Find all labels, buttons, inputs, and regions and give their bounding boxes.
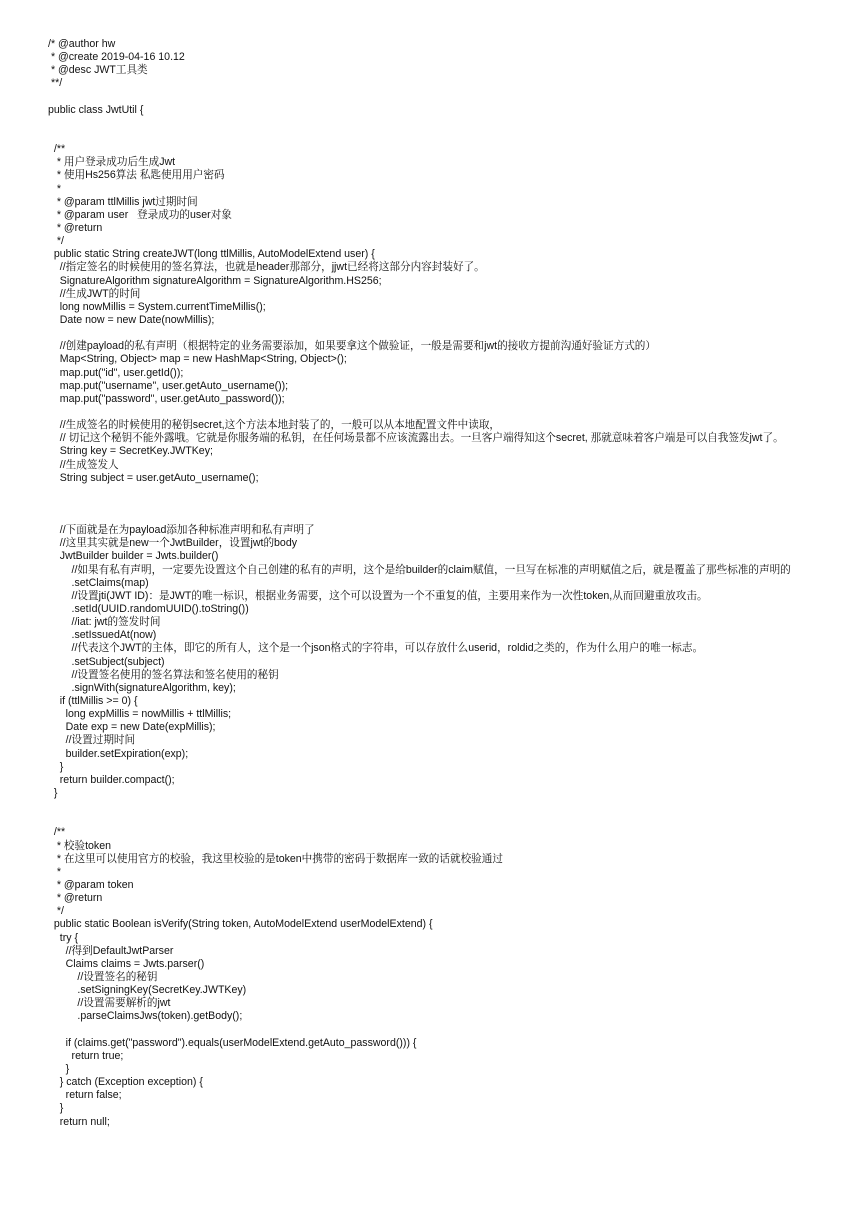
code-line: long nowMillis = System.currentTimeMillis(); bbox=[48, 300, 266, 313]
code-line: .setIssuedAt(now) bbox=[48, 629, 157, 642]
code-line: * bbox=[48, 865, 61, 878]
code-line: /** bbox=[48, 826, 66, 839]
code-line: return builder.compact(); bbox=[48, 773, 175, 786]
code-line bbox=[48, 91, 848, 104]
code-line bbox=[48, 511, 848, 524]
code-line: public class JwtUtil { bbox=[48, 103, 144, 116]
code-line bbox=[48, 498, 848, 511]
code-line: try { bbox=[48, 931, 79, 944]
code-line: * @return bbox=[48, 892, 103, 905]
code-line: //这里其实就是new一个JwtBuilder，设置jwt的body bbox=[48, 537, 298, 550]
code-line: } bbox=[48, 1062, 70, 1075]
code-line: } catch (Exception exception) { bbox=[48, 1076, 203, 1089]
code-line: .setSigningKey(SecretKey.JWTKey) bbox=[48, 984, 247, 997]
code-line: if (claims.get("password").equals(userModelExtend.getAuto_password())) { bbox=[48, 1036, 417, 1049]
code-line: * @param ttlMillis jwt过期时间 bbox=[48, 195, 198, 208]
code-line: //创建payload的私有声明（根据特定的业务需要添加，如果要拿这个做验证，一般是需要和jwt的接收方提前沟通好验证方式的） bbox=[48, 340, 656, 353]
code-line: map.put("username", user.getAuto_username()); bbox=[48, 379, 289, 392]
code-line: map.put("password", user.getAuto_password()); bbox=[48, 392, 285, 405]
code-line bbox=[48, 1024, 848, 1037]
code-line bbox=[48, 800, 848, 813]
code-line: builder.setExpiration(exp); bbox=[48, 747, 189, 760]
code-line: * 用户登录成功后生成Jwt bbox=[48, 156, 176, 169]
code-line: if (ttlMillis >= 0) { bbox=[48, 695, 138, 708]
code-line: * 校验token bbox=[48, 839, 111, 852]
code-line: return true; bbox=[48, 1049, 124, 1062]
code-line: //代表这个JWT的主体，即它的所有人，这个是一个json格式的字符串，可以存放什么userid，roldid之类的，作为什么用户的唯一标志。 bbox=[48, 642, 704, 655]
code-line: * bbox=[48, 182, 61, 195]
code-line: //设置签名的秘钥 bbox=[48, 970, 158, 983]
code-line: * @param token bbox=[48, 879, 134, 891]
code-line: * 在这里可以使用官方的校验，我这里校验的是token中携带的密码于数据库一致的话就校验通过 bbox=[48, 852, 503, 865]
code-line: */ bbox=[48, 235, 64, 248]
code-line: } bbox=[48, 787, 58, 800]
code-line: //设置jti(JWT ID)：是JWT的唯一标识，根据业务需要，这个可以设置为一个不重复的值，主要用来作为一次性token,从而回避重放攻击。 bbox=[48, 589, 708, 602]
code-line: //生成签发人 bbox=[48, 458, 119, 471]
code-line: String subject = user.getAuto_username(); bbox=[48, 471, 259, 484]
code-line: /* @author hw bbox=[48, 38, 116, 50]
code-line: //如果有私有声明，一定要先设置这个自己创建的私有的声明，这个是给builder的claim赋值，一旦写在标准的声明赋值之后，就是覆盖了那些标准的声明的 bbox=[48, 563, 791, 576]
code-line: */ bbox=[48, 905, 64, 918]
code-line: * @desc JWT工具类 bbox=[48, 64, 148, 77]
code-line: Map<String, Object> map = new HashMap<String, Object>(); bbox=[48, 353, 347, 366]
code-line: JwtBuilder builder = Jwts.builder() bbox=[48, 550, 219, 563]
code-line: //设置需要解析的jwt bbox=[48, 997, 171, 1010]
code-line: //iat: jwt的签发时间 bbox=[48, 616, 161, 629]
code-line bbox=[48, 130, 848, 143]
code-line: .setId(UUID.randomUUID().toString()) bbox=[48, 603, 249, 616]
code-line bbox=[48, 117, 848, 130]
code-line: * @create 2019-04-16 10.12 bbox=[48, 51, 185, 64]
code-line: Date exp = new Date(expMillis); bbox=[48, 721, 216, 734]
code-line: * @param user 登录成功的user对象 bbox=[48, 208, 232, 221]
code-line: //指定签名的时候使用的签名算法，也就是header那部分，jjwt已经将这部分内容封装好了。 bbox=[48, 261, 485, 274]
code-line: /** bbox=[48, 143, 66, 156]
code-line: public static Boolean isVerify(String token, AutoModelExtend userModelExtend) { bbox=[48, 918, 433, 931]
code-line bbox=[48, 485, 848, 498]
code-line: //下面就是在为payload添加各种标准声明和私有声明了 bbox=[48, 524, 315, 537]
code-line bbox=[48, 327, 848, 340]
code-line: long expMillis = nowMillis + ttlMillis; bbox=[48, 708, 232, 721]
code-line bbox=[48, 813, 848, 826]
code-line: map.put("id", user.getId()); bbox=[48, 366, 184, 379]
code-listing bbox=[48, 38, 848, 1129]
code-line: String key = SecretKey.JWTKey; bbox=[48, 445, 213, 458]
code-line: Claims claims = Jwts.parser() bbox=[48, 957, 205, 970]
code-line: **/ bbox=[48, 77, 63, 90]
code-line: //生成JWT的时间 bbox=[48, 287, 141, 300]
code-line: } bbox=[48, 1102, 64, 1115]
code-line: * @return bbox=[48, 221, 103, 234]
code-line: .setClaims(map) bbox=[48, 576, 149, 589]
code-line: .setSubject(subject) bbox=[48, 655, 165, 668]
code-line: //设置签名使用的签名算法和签名使用的秘钥 bbox=[48, 668, 279, 681]
code-line: .signWith(signatureAlgorithm, key); bbox=[48, 681, 236, 694]
code-line: SignatureAlgorithm signatureAlgorithm = SignatureAlgorithm.HS256; bbox=[48, 274, 382, 287]
code-line: return false; bbox=[48, 1089, 122, 1102]
code-line: return null; bbox=[48, 1115, 110, 1128]
code-line: // 切记这个秘钥不能外露哦。它就是你服务端的私钥，在任何场景都不应该流露出去。一旦客户端得知这个secret, 那就意味着客户端是可以自我签发jwt了。 bbox=[48, 432, 784, 445]
code-line bbox=[48, 406, 848, 419]
code-line: //生成签名的时候使用的秘钥secret,这个方法本地封装了的，一般可以从本地配置文件中读取， bbox=[48, 419, 501, 432]
code-line: //设置过期时间 bbox=[48, 734, 136, 747]
code-line: Date now = new Date(nowMillis); bbox=[48, 313, 215, 326]
code-line: //得到DefaultJwtParser bbox=[48, 944, 174, 957]
code-line: .parseClaimsJws(token).getBody(); bbox=[48, 1010, 243, 1023]
code-line: public static String createJWT(long ttlMillis, AutoModelExtend user) { bbox=[48, 248, 375, 261]
code-line: } bbox=[48, 760, 64, 773]
code-line: * 使用Hs256算法 私匙使用用户密码 bbox=[48, 169, 225, 182]
